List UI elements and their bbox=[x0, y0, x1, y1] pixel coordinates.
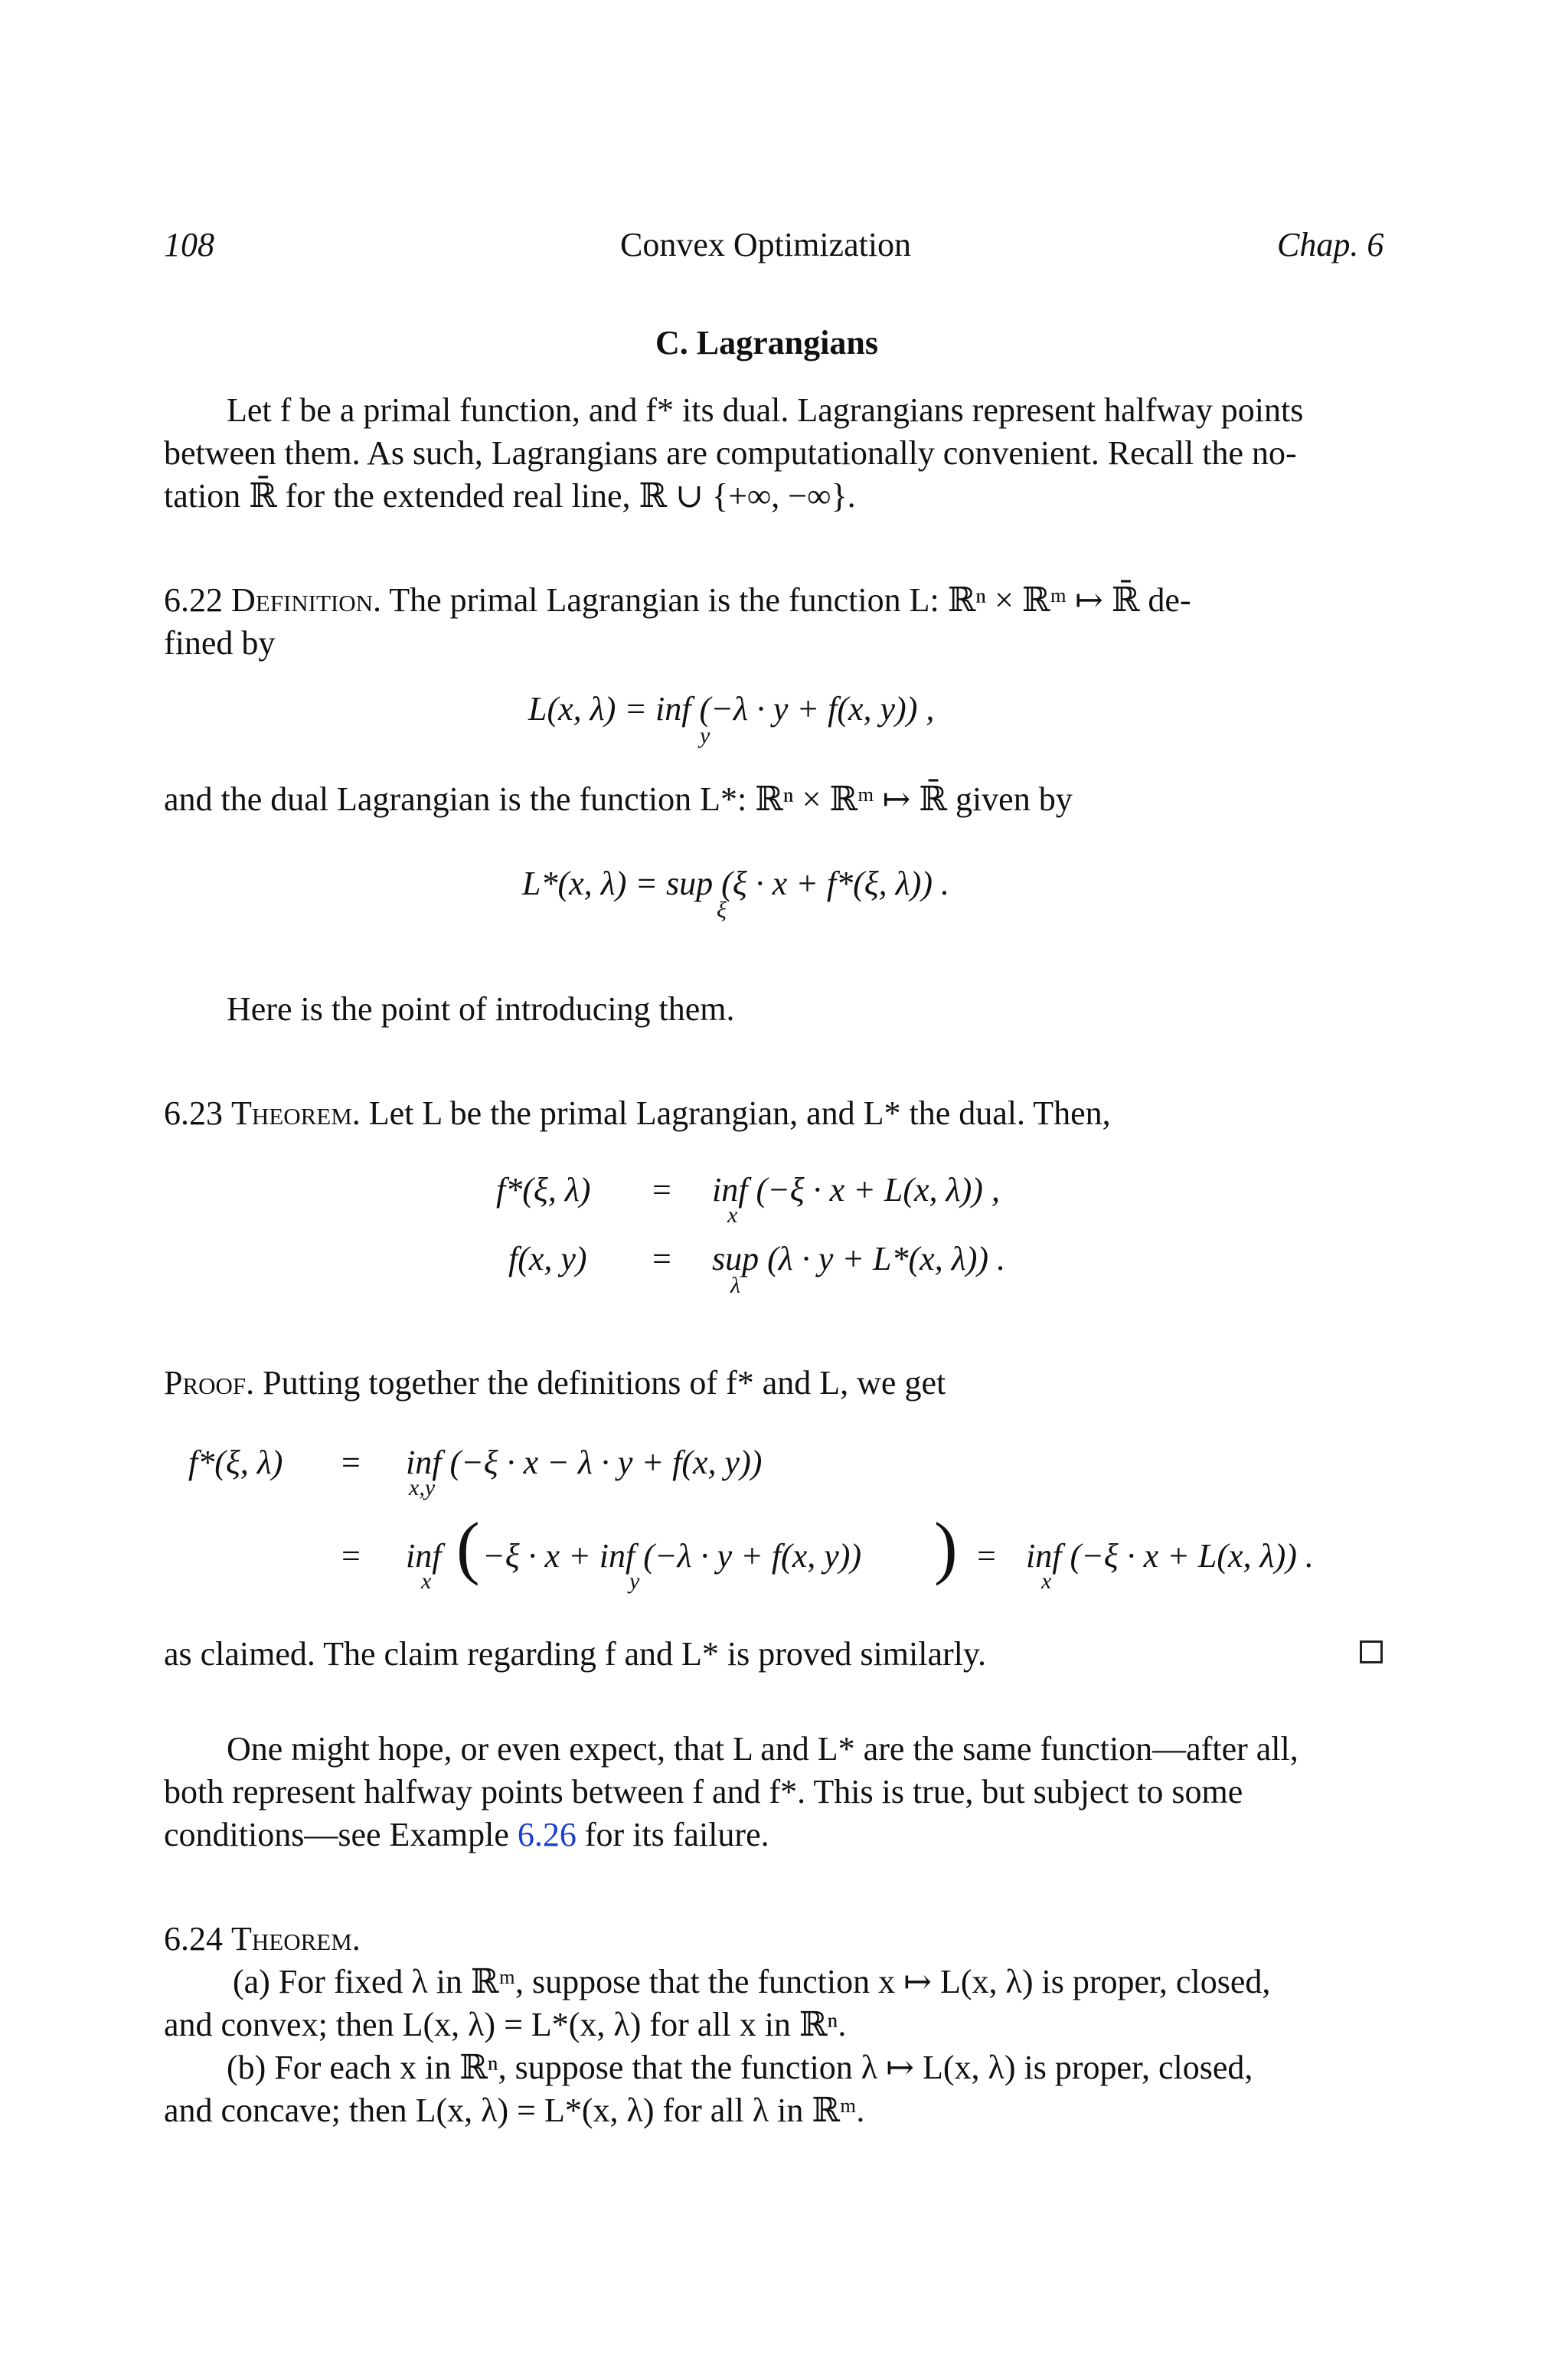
proof-row2-inf-sub: x bbox=[421, 1568, 432, 1594]
remark-line-2: both represent halfway points between f and f*. This is true, but subject to some bbox=[164, 1773, 1243, 1810]
theorem-624-heading bbox=[164, 1918, 361, 1961]
proof-row2-eq: = bbox=[977, 1537, 996, 1575]
page-number: 108 bbox=[164, 226, 214, 263]
remark-line-3-post: for its failure. bbox=[576, 1816, 769, 1853]
theorem-623-label: Theorem. bbox=[231, 1094, 361, 1132]
theorem-623-row1-rhs: inf (−ξ · x + L(x, λ)) , bbox=[712, 1171, 1000, 1209]
chapter-label: Chap. 6 bbox=[1277, 226, 1384, 263]
theorem-624-a-line-1: (a) For fixed λ in ℝᵐ, suppose that the function x ↦ L(x, λ) is proper, closed, bbox=[233, 1963, 1271, 2000]
remark-line-1: One might hope, or even expect, that L and L* are the same function—after all, bbox=[227, 1730, 1298, 1768]
remark-line-3-pre: conditions—see Example bbox=[164, 1816, 518, 1853]
primal-lagrangian-subscript: y bbox=[700, 723, 710, 748]
remark-line-3 bbox=[164, 1814, 769, 1856]
proof-row2-inf: inf bbox=[406, 1537, 442, 1575]
qed-symbol bbox=[1360, 1640, 1383, 1663]
theorem-624-b-line-2: and concave; then L(x, λ) = L*(x, λ) for all λ in ℝᵐ. bbox=[164, 2092, 865, 2129]
running-title: Convex Optimization bbox=[620, 226, 912, 263]
intro-line-2: between them. As such, Lagrangians are computationally convenient. Recall the no- bbox=[164, 434, 1297, 472]
proof-row2-inner-sub: y bbox=[629, 1568, 640, 1594]
theorem-624-label: Theorem. bbox=[231, 1920, 361, 1958]
proof-row1-rel: = bbox=[341, 1444, 361, 1481]
definition-after-text: Here is the point of introducing them. bbox=[227, 990, 735, 1028]
theorem-624-number: 6.24 bbox=[164, 1920, 223, 1958]
definition-label: Definition. bbox=[231, 581, 382, 619]
proof-label: Proof. bbox=[164, 1364, 255, 1402]
theorem-623-row2-sub: λ bbox=[730, 1273, 740, 1298]
definition-line-2: fined by bbox=[164, 624, 276, 662]
proof-statement: Putting together the definitions of f* and L, we get bbox=[263, 1364, 946, 1402]
theorem-623-statement: Let L be the primal Lagrangian, and L* the dual. Then, bbox=[368, 1094, 1111, 1132]
proof-row2-inner: −ξ · x + inf (−λ · y + f(x, y)) bbox=[482, 1537, 862, 1575]
theorem-623-row1-rel: = bbox=[652, 1171, 671, 1209]
intro-line-3: tation ℝ̄ for the extended real line, ℝ ∪ {+∞, −∞}. bbox=[164, 477, 856, 515]
definition-number: 6.22 bbox=[164, 581, 223, 619]
theorem-623-row2-rhs: sup (λ · y + L*(x, λ)) . bbox=[712, 1240, 1006, 1277]
dual-lagrangian-text: and the dual Lagrangian is the function L*: ℝⁿ × ℝᵐ ↦ ℝ̄ given by bbox=[164, 780, 1073, 818]
proof-row1-rhs: inf (−ξ · x − λ · y + f(x, y)) bbox=[406, 1444, 763, 1481]
theorem-623-row2-rel: = bbox=[652, 1240, 671, 1277]
theorem-623-heading bbox=[164, 1092, 1111, 1135]
proof-row1-lhs: f*(ξ, λ) bbox=[188, 1444, 283, 1481]
theorem-623-number: 6.23 bbox=[164, 1094, 223, 1132]
theorem-624-b-line-1: (b) For each x in ℝⁿ, suppose that the function λ ↦ L(x, λ) is proper, closed, bbox=[227, 2049, 1253, 2086]
definition-line-1: The primal Lagrangian is the function L: ℝⁿ × ℝᵐ ↦ ℝ̄ de- bbox=[389, 581, 1191, 619]
definition-heading bbox=[164, 579, 1191, 622]
section-title: C. Lagrangians bbox=[655, 324, 878, 361]
primal-lagrangian-equation: L(x, λ) = inf (−λ · y + f(x, y)) , bbox=[528, 690, 935, 728]
proof-row2-rel: = bbox=[341, 1537, 361, 1575]
proof-row2-final: inf (−ξ · x + L(x, λ)) . bbox=[1026, 1537, 1314, 1575]
proof-row1-sub: x,y bbox=[409, 1475, 436, 1500]
intro-line-1: Let f be a primal function, and f* its dual. Lagrangians represent halfway points bbox=[227, 391, 1304, 429]
theorem-624-a-line-2: and convex; then L(x, λ) = L*(x, λ) for all x in ℝⁿ. bbox=[164, 2006, 847, 2043]
theorem-623-row1-sub: x bbox=[727, 1202, 738, 1228]
dual-lagrangian-subscript: ξ bbox=[717, 898, 727, 923]
dual-lagrangian-equation: L*(x, λ) = sup (ξ · x + f*(ξ, λ)) . bbox=[522, 865, 949, 902]
proof-right-big-paren: ) bbox=[934, 1508, 958, 1586]
proof-left-big-paren: ( bbox=[456, 1508, 480, 1586]
proof-row2-final-sub: x bbox=[1041, 1568, 1052, 1594]
theorem-623-row1-lhs: f*(ξ, λ) bbox=[496, 1171, 591, 1209]
example-626-link[interactable]: 6.26 bbox=[517, 1816, 577, 1853]
theorem-623-row2-lhs: f(x, y) bbox=[508, 1240, 587, 1277]
proof-heading bbox=[164, 1362, 946, 1405]
proof-closing: as claimed. The claim regarding f and L* is proved similarly. bbox=[164, 1635, 987, 1673]
